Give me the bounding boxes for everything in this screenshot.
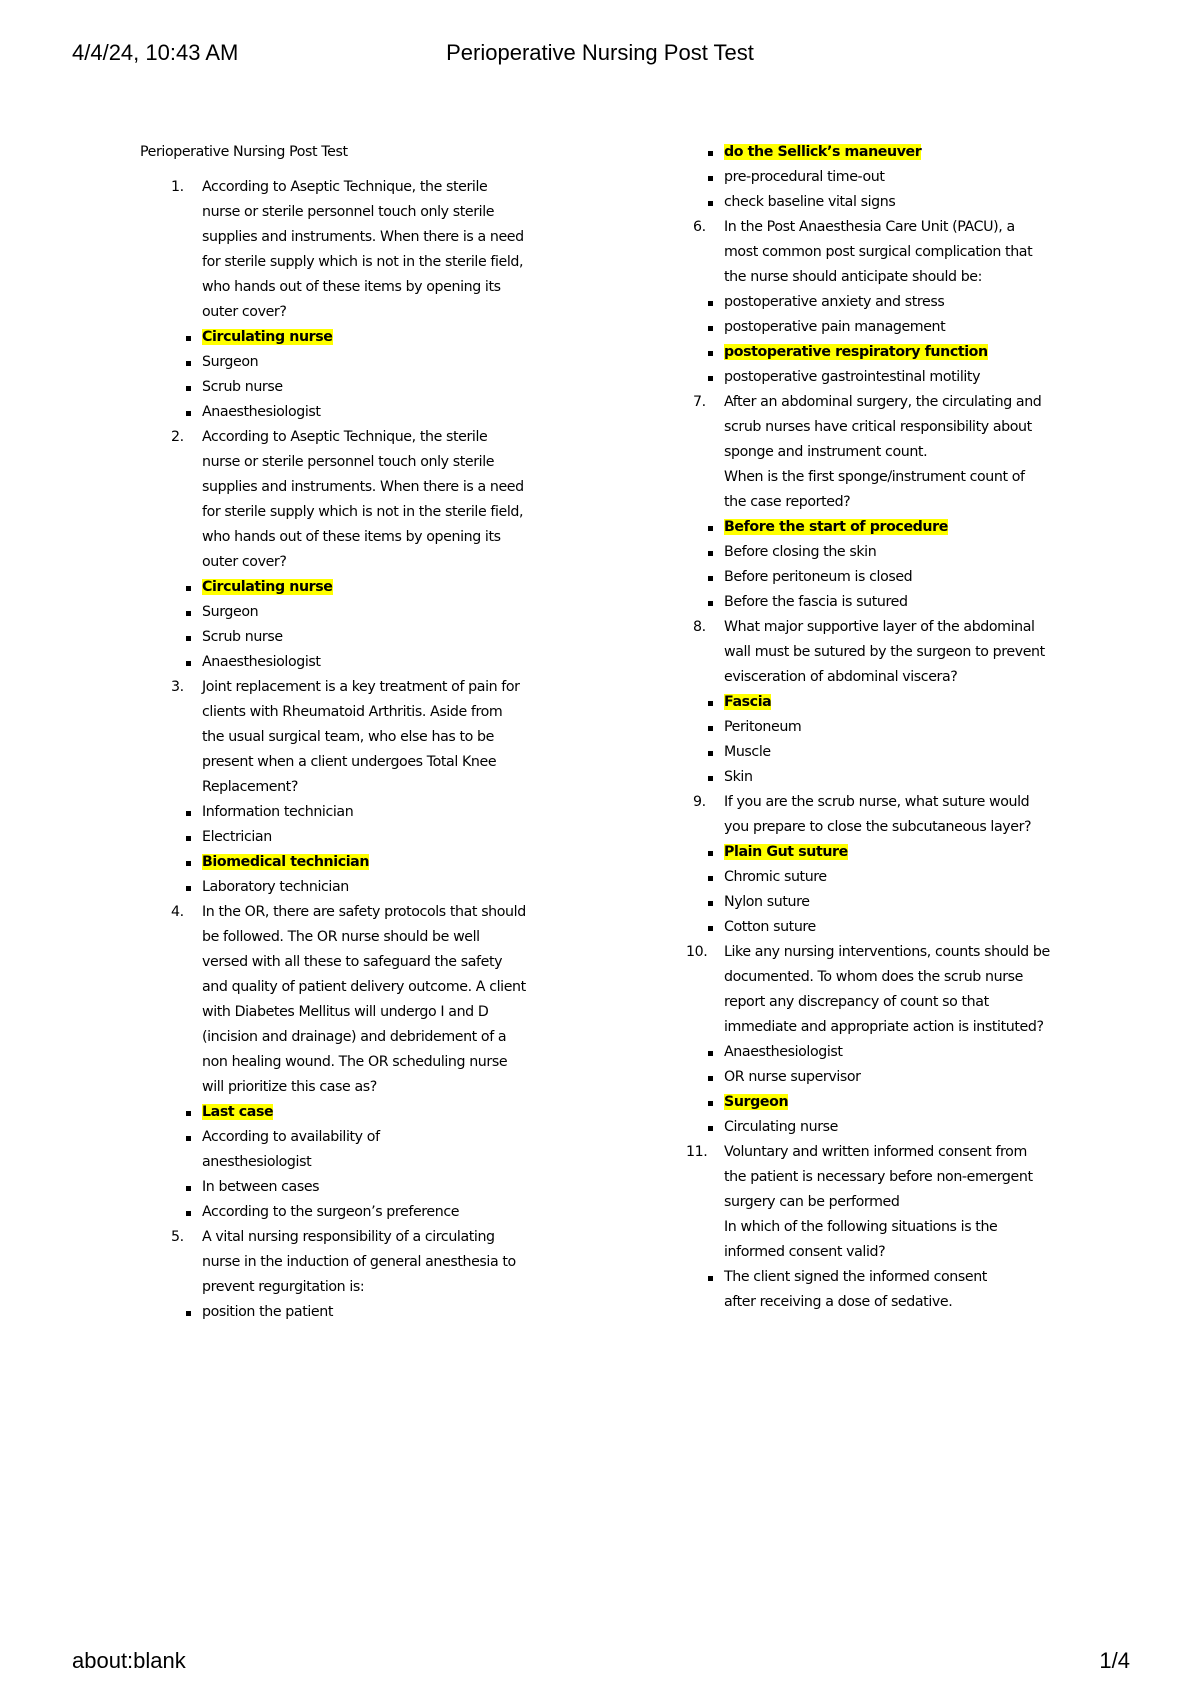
option-item: Circulating nurse: [662, 1115, 1082, 1140]
question-number: 7.: [693, 394, 706, 410]
question-line: and quality of patient delivery outcome. A client: [202, 979, 526, 995]
question-number: 4.: [171, 904, 184, 920]
question-11: [662, 1140, 1082, 1265]
question-number: 11.: [686, 1144, 708, 1160]
question-line: surgery can be performed: [724, 1194, 900, 1210]
question-7: [662, 390, 1082, 515]
option-item: In between cases: [140, 1175, 575, 1200]
question-line: Voluntary and written informed consent from: [724, 1144, 1027, 1160]
question-line: immediate and appropriate action is instituted?: [724, 1019, 1044, 1035]
options-list: [140, 800, 575, 900]
question-number: 6.: [693, 219, 706, 235]
question-line: non healing wound. The OR scheduling nurse: [202, 1054, 508, 1070]
option-item: Scrub nurse: [140, 625, 575, 650]
options-list: [140, 575, 575, 675]
option-item: pre-procedural time-out: [662, 165, 1082, 190]
question-line: In which of the following situations is the: [724, 1219, 998, 1235]
question-number: 5.: [171, 1229, 184, 1245]
correct-answer-highlight: postoperative respiratory function: [724, 344, 988, 360]
option-item: According to the surgeon’s preference: [140, 1200, 575, 1225]
option-line: anesthesiologist: [202, 1154, 312, 1170]
question-line: According to Aseptic Technique, the sterile: [202, 179, 488, 195]
question-line: clients with Rheumatoid Arthritis. Aside from: [202, 704, 503, 720]
option-item: Information technician: [140, 800, 575, 825]
question-line: supplies and instruments. When there is a need: [202, 479, 524, 495]
correct-answer-highlight: Plain Gut suture: [724, 844, 848, 860]
option-item: [662, 690, 1082, 715]
question-3: [140, 675, 575, 800]
question-line: sponge and instrument count.: [724, 444, 928, 460]
option-item: [662, 1090, 1082, 1115]
option-item: [662, 1265, 1082, 1315]
correct-answer-highlight: Surgeon: [724, 1094, 789, 1110]
option-item: [140, 325, 575, 350]
question-line: nurse or sterile personnel touch only sterile: [202, 454, 495, 470]
question-line: the case reported?: [724, 494, 851, 510]
question-line: After an abdominal surgery, the circulating and: [724, 394, 1042, 410]
question-line: (incision and drainage) and debridement of a: [202, 1029, 507, 1045]
option-item: Before peritoneum is closed: [662, 565, 1082, 590]
question-line: When is the first sponge/instrument count of: [724, 469, 1025, 485]
print-url: about:blank: [72, 1648, 186, 1673]
question-line: Like any nursing interventions, counts should be: [724, 944, 1050, 960]
question-number: 1.: [171, 179, 184, 195]
question-line: who hands out of these items by opening its: [202, 279, 501, 295]
options-list: [140, 1300, 575, 1325]
question-line: In the Post Anaesthesia Care Unit (PACU), a: [724, 219, 1015, 235]
question-line: nurse in the induction of general anesthesia to: [202, 1254, 516, 1270]
question-line: scrub nurses have critical responsibility about: [724, 419, 1032, 435]
option-item: Anaesthesiologist: [140, 650, 575, 675]
options-list: [662, 290, 1082, 390]
question-10: [662, 940, 1082, 1040]
question-6: [662, 215, 1082, 290]
question-line: most common post surgical complication that: [724, 244, 1033, 260]
option-item: position the patient: [140, 1300, 575, 1325]
question-5: [140, 1225, 575, 1300]
right-column: [662, 140, 1082, 1315]
option-item: check baseline vital signs: [662, 190, 1082, 215]
option-item: Anaesthesiologist: [140, 400, 575, 425]
option-item: Laboratory technician: [140, 875, 575, 900]
question-9: [662, 790, 1082, 840]
question-line: will prioritize this case as?: [202, 1079, 377, 1095]
question-line: report any discrepancy of count so that: [724, 994, 989, 1010]
question-line: the usual surgical team, who else has to be: [202, 729, 494, 745]
correct-answer-highlight: Before the start of procedure: [724, 519, 948, 535]
correct-answer-highlight: Circulating nurse: [202, 579, 333, 595]
question-line: documented. To whom does the scrub nurse: [724, 969, 1023, 985]
question-number: 10.: [686, 944, 708, 960]
question-line: According to Aseptic Technique, the sterile: [202, 429, 488, 445]
option-line: The client signed the informed consent: [724, 1269, 987, 1285]
correct-answer-highlight: Fascia: [724, 694, 772, 710]
question-number: 2.: [171, 429, 184, 445]
option-item: OR nurse supervisor: [662, 1065, 1082, 1090]
question-line: for sterile supply which is not in the sterile field,: [202, 504, 524, 520]
question-line: nurse or sterile personnel touch only sterile: [202, 204, 495, 220]
option-item: Electrician: [140, 825, 575, 850]
correct-answer-highlight: do the Sellick’s maneuver: [724, 144, 922, 160]
print-datetime: 4/4/24, 10:43 AM: [72, 40, 239, 65]
option-item: Scrub nurse: [140, 375, 575, 400]
question-line: Joint replacement is a key treatment of pain for: [202, 679, 520, 695]
question-line: supplies and instruments. When there is a need: [202, 229, 524, 245]
option-item: Cotton suture: [662, 915, 1082, 940]
options-list: [140, 1100, 575, 1225]
question-number: 3.: [171, 679, 184, 695]
option-item: [140, 575, 575, 600]
question-line: be followed. The OR nurse should be well: [202, 929, 480, 945]
option-item: Before closing the skin: [662, 540, 1082, 565]
option-item: Anaesthesiologist: [662, 1040, 1082, 1065]
question-line: versed with all these to safeguard the safety: [202, 954, 503, 970]
question-line: wall must be sutured by the surgeon to prevent: [724, 644, 1045, 660]
options-list: [662, 1040, 1082, 1140]
question-line: outer cover?: [202, 304, 287, 320]
question-line: the nurse should anticipate should be:: [724, 269, 983, 285]
question-1: [140, 175, 575, 325]
question-number: 8.: [693, 619, 706, 635]
option-item: [662, 140, 1082, 165]
option-item: postoperative pain management: [662, 315, 1082, 340]
option-item: [662, 515, 1082, 540]
options-list: [662, 690, 1082, 790]
options-list: [662, 140, 1082, 215]
document-title: Perioperative Nursing Post Test: [140, 144, 348, 160]
left-column: [140, 140, 575, 1325]
question-line: you prepare to close the subcutaneous layer?: [724, 819, 1032, 835]
question-line: A vital nursing responsibility of a circulating: [202, 1229, 495, 1245]
option-item: Nylon suture: [662, 890, 1082, 915]
question-line: informed consent valid?: [724, 1244, 886, 1260]
print-page-title: Perioperative Nursing Post Test: [446, 40, 754, 65]
option-line: According to availability of: [202, 1129, 380, 1145]
question-number: 9.: [693, 794, 706, 810]
option-item: Chromic suture: [662, 865, 1082, 890]
question-line: for sterile supply which is not in the sterile field,: [202, 254, 524, 270]
option-item: Skin: [662, 765, 1082, 790]
option-item: Surgeon: [140, 600, 575, 625]
question-line: Replacement?: [202, 779, 298, 795]
options-list: [140, 325, 575, 425]
question-line: evisceration of abdominal viscera?: [724, 669, 958, 685]
option-item: [140, 1125, 575, 1175]
question-line: In the OR, there are safety protocols that should: [202, 904, 526, 920]
option-line: after receiving a dose of sedative.: [724, 1294, 953, 1310]
options-list: [662, 1265, 1082, 1315]
question-line: who hands out of these items by opening its: [202, 529, 501, 545]
option-item: [662, 840, 1082, 865]
option-item: [140, 850, 575, 875]
option-item: Surgeon: [140, 350, 575, 375]
option-item: postoperative anxiety and stress: [662, 290, 1082, 315]
question-line: the patient is necessary before non-emergent: [724, 1169, 1033, 1185]
correct-answer-highlight: Circulating nurse: [202, 329, 333, 345]
options-list: [662, 515, 1082, 615]
question-line: prevent regurgitation is:: [202, 1279, 365, 1295]
question-line: present when a client undergoes Total Knee: [202, 754, 497, 770]
question-2: [140, 425, 575, 575]
option-item: Peritoneum: [662, 715, 1082, 740]
option-item: [140, 1100, 575, 1125]
question-line: with Diabetes Mellitus will undergo I and D: [202, 1004, 489, 1020]
options-list: [662, 840, 1082, 940]
correct-answer-highlight: Last case: [202, 1104, 274, 1120]
question-line: outer cover?: [202, 554, 287, 570]
option-item: Muscle: [662, 740, 1082, 765]
option-item: postoperative gastrointestinal motility: [662, 365, 1082, 390]
correct-answer-highlight: Biomedical technician: [202, 854, 370, 870]
option-item: [662, 340, 1082, 365]
option-item: Before the fascia is sutured: [662, 590, 1082, 615]
question-4: [140, 900, 575, 1100]
question-8: [662, 615, 1082, 690]
print-page-number: 1/4: [1099, 1648, 1130, 1673]
question-line: If you are the scrub nurse, what suture would: [724, 794, 1030, 810]
question-line: What major supportive layer of the abdominal: [724, 619, 1035, 635]
